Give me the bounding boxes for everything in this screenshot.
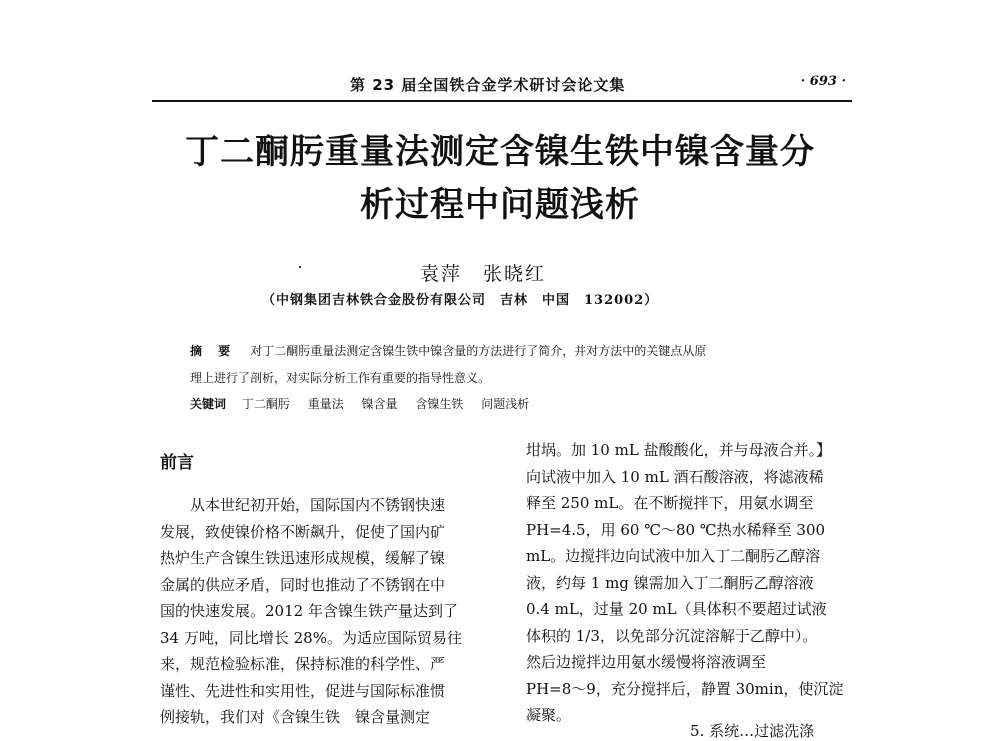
keywords-label: 关键词 (190, 397, 227, 411)
text-line: 金属的供应矛盾，同时也推动了不锈钢在中 (160, 575, 446, 594)
text-line: 来，规范检验标准，保持标准的科学性、严 (160, 655, 446, 673)
text-line: 国的快速发展。2012 年含镍生铁产量达到了 (160, 602, 458, 620)
abstract-line-2: 理上进行了剖析，对实际分析工作有重要的指导性意义。 (190, 371, 491, 385)
journal-title: 第 23 届全国铁合金学术研讨会论文集 (350, 76, 626, 94)
text-line: 释至 250 mL。在不断搅拌下，用氨水调至 (526, 494, 814, 512)
text-line: 34 万吨，同比增长 28%。为适应国际贸易往 (160, 628, 462, 647)
text-line: 谨性、先进性和实用性，促进与国际标准惯 (160, 681, 446, 700)
text-line: PH=8～9，充分搅拌后，静置 30min，使沉淀 (526, 679, 844, 698)
text-line: 向试液中加入 10 mL 酒石酸溶液，将滤液稀 (526, 467, 824, 486)
text-line: 发展，致使镍价格不断飙升，促使了国内矿 (160, 522, 446, 541)
text-line: 从本世纪初开始，国际国内不锈钢快速 (160, 496, 446, 514)
page-number: · 693 · (800, 74, 846, 89)
keywords (190, 395, 830, 412)
text-line: 例接轨，我们对《含镍生铁 镍含量测定 (160, 708, 431, 726)
right-column (526, 437, 860, 729)
cut-off-text: 5. 系统…过滤洗涤 (690, 722, 815, 740)
stray-dot (299, 266, 301, 268)
text-line: 液，约每 1 mg 镍需加入丁二酮肟乙醇溶液 (526, 573, 814, 592)
abstract-label: 摘 要 (190, 344, 237, 358)
abstract-text-1: 对丁二酮肟重量法测定含镍生铁中镍含量的方法进行了简介，并对方法中的关键点从原 (250, 344, 707, 358)
text-line: 凝聚。 (526, 706, 572, 724)
text-line: 0.4 mL，过量 20 mL（具体积不要超过试液 (526, 600, 827, 618)
text-line: PH=4.5，用 60 ℃～80 ℃热水稀释至 300 (526, 520, 826, 539)
text-line: mL。边搅拌边向试液中加入丁二酮肟乙醇溶 (526, 547, 821, 565)
left-column (160, 492, 495, 731)
keyword: 含镍生铁 (415, 397, 464, 411)
header-rule (152, 100, 852, 102)
section-heading: 前言 (160, 453, 194, 473)
paper-title-line-1: 丁二酮肟重量法测定含镍生铁中镍含量分 (185, 132, 815, 172)
keyword: 镍含量 (361, 397, 398, 411)
abstract-line-1 (190, 342, 830, 359)
affiliation: （中钢集团吉林铁合金股份有限公司 吉林 中国 132002） (262, 293, 659, 308)
paper-title-line-2: 析过程中问题浅析 (360, 185, 640, 225)
keyword: 问题浅析 (481, 397, 530, 411)
text-line: 然后边搅拌边用氨水缓慢将溶液调至 (526, 653, 767, 671)
keyword: 重量法 (307, 397, 344, 411)
running-header (152, 70, 852, 102)
text-line: 坩埚。加 10 mL 盐酸酸化，并与母液合并。】 (526, 441, 832, 459)
keyword: 丁二酮肟 (241, 397, 290, 411)
text-line: 热炉生产含镍生铁迅速形成规模，缓解了镍 (160, 549, 446, 567)
authors: 袁萍 张晓红 (420, 263, 547, 285)
text-line: 体积的 1/3，以免部分沉淀溶解于乙醇中）。 (526, 626, 818, 645)
